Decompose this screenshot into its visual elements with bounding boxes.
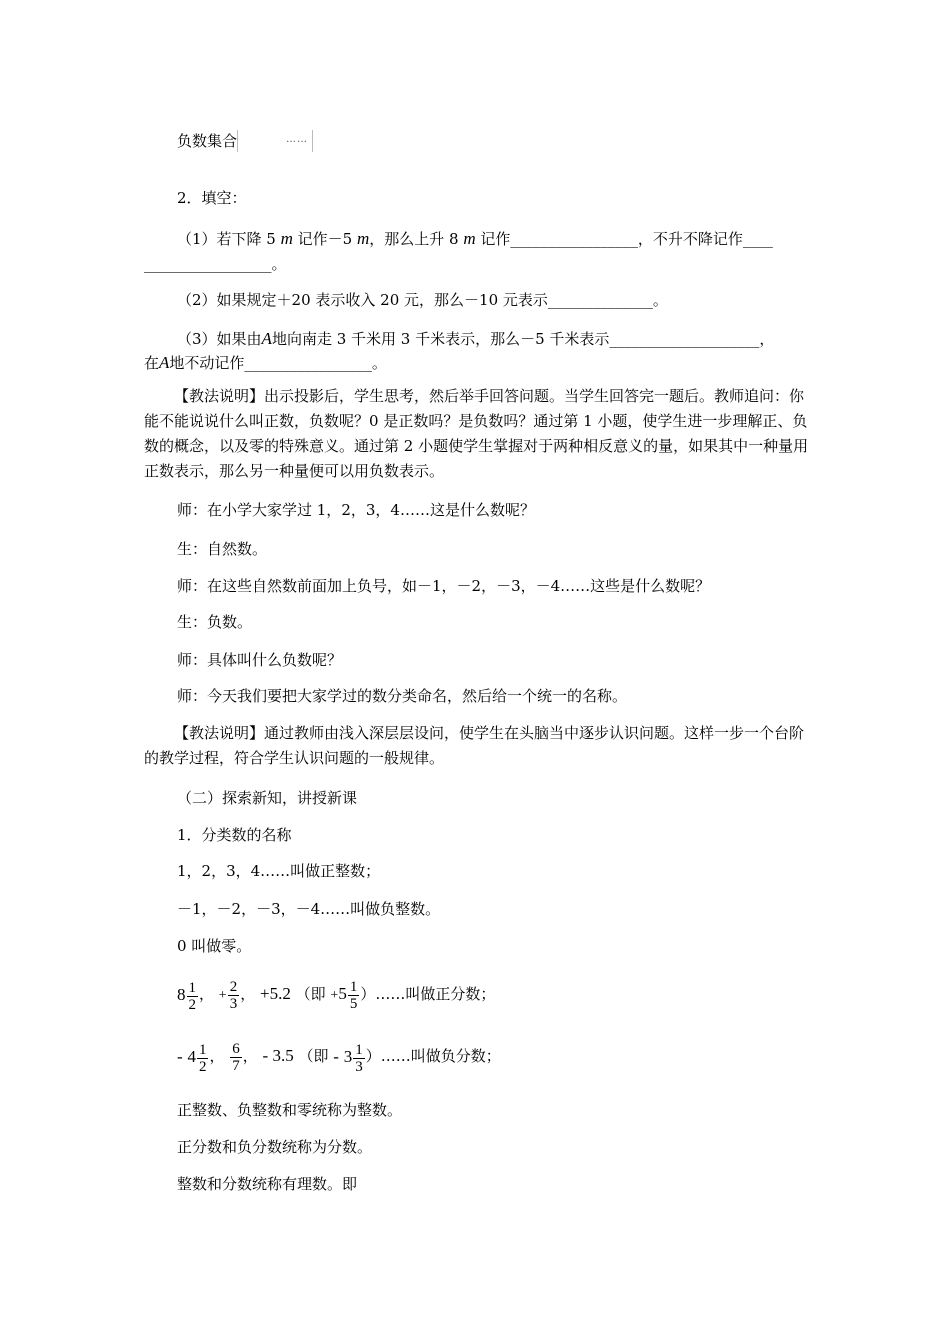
point-a-symbol: A xyxy=(159,353,170,372)
denominator: 5 xyxy=(349,995,358,1012)
q2-3-text-c: 在 xyxy=(144,354,160,372)
positive-fractions-line xyxy=(177,972,495,1016)
minus-sign: - xyxy=(177,1047,183,1066)
dialog-line-4: 生：负数。 xyxy=(177,613,253,631)
whole-part: 3 xyxy=(343,1047,353,1066)
positive-integers-line: 1，2，3，4……叫做正整数； xyxy=(177,862,381,880)
positive-fractions-tail: ）……叫做正分数； xyxy=(360,985,496,1003)
numerator: 1 xyxy=(349,978,358,995)
numerator: 2 xyxy=(229,978,238,995)
q2-3-text-d: 地不动记作_________________。 xyxy=(169,354,387,372)
negative-set-ellipsis: …… xyxy=(286,134,309,145)
negative-fractions-tail: ）……叫做负分数； xyxy=(365,1047,501,1065)
paren-open: （即 xyxy=(295,985,326,1003)
teaching-note-1: 【教法说明】出示投影后，学生思考，然后举手回答问题。当学生回答完一题后。教师追问：你能不能说说什么叫正数，负数呢？0 是正数吗？是负数吗？通过第 1 小题，使学生进一步理解正、负数的概念，以及零的特殊意义。通过第 2 小题使学生掌握对于两种相反意义的量，如果其中一种量用正数表示，那么另一种量便可以用负数表示。 xyxy=(144,387,809,480)
fraction xyxy=(230,1041,242,1074)
mixed-fraction xyxy=(177,1035,209,1079)
separator: ， xyxy=(242,1047,258,1065)
mixed-fraction xyxy=(330,972,360,1018)
plus-sign: + xyxy=(330,988,339,1003)
q2-3-text-b: 地向南走 3 千米用 3 千米表示，那么－5 千米表示____________________， xyxy=(271,330,775,348)
fraction xyxy=(348,979,360,1012)
numerator: 1 xyxy=(355,1041,363,1058)
question-2-title: 2．填空： xyxy=(177,189,247,207)
separator: ， xyxy=(209,1047,225,1065)
negative-set-box xyxy=(237,130,313,152)
rationals-definition: 整数和分数统称有理数。即 xyxy=(177,1175,358,1193)
dialog-line-1: 师：在小学大家学过 1，2，3，4……这是什么数呢？ xyxy=(177,501,535,519)
denominator: 3 xyxy=(355,1058,363,1075)
whole-part: 8 xyxy=(177,985,186,1004)
question-2-2: （2）如果规定＋20 表示收入 20 元，那么－10 元表示______________。 xyxy=(177,291,668,309)
teaching-note-2: 【教法说明】通过教师由浅入深层层设问，使学生在头脑当中逐步认识问题。这样一步一个台阶的教学过程，符合学生认识问题的一般规律。 xyxy=(144,724,805,767)
question-2-3-line1 xyxy=(177,329,774,349)
minus-sign: - xyxy=(333,1047,339,1066)
negative-set-line xyxy=(177,130,313,152)
unit-m-symbol: m xyxy=(280,229,293,248)
denominator: 7 xyxy=(232,1057,240,1074)
point-a-symbol: A xyxy=(261,329,272,348)
fraction xyxy=(353,1042,365,1075)
negative-set-label: 负数集合 xyxy=(177,132,238,150)
dialog-line-3: 师：在这些自然数前面加上负号，如－1，－2，－3，－4……这些是什么数呢？ xyxy=(177,577,711,595)
question-2-3-line2 xyxy=(144,353,387,373)
denominator: 2 xyxy=(188,996,196,1013)
unit-m-symbol: m xyxy=(463,229,476,248)
separator: ， xyxy=(240,985,256,1003)
dialog-line-5: 师：具体叫什么负数呢？ xyxy=(177,651,343,669)
mixed-fraction xyxy=(333,1035,365,1079)
whole-part: 5 xyxy=(338,984,347,1003)
q2-1-text-d: 记作_________________，不升不降记作____ xyxy=(475,230,773,248)
section-heading: （二）探索新知，讲授新课 xyxy=(177,789,358,807)
q2-1-text-a: （1）若下降 5 xyxy=(177,230,281,248)
q2-3-text-a: （3）如果由 xyxy=(177,330,262,348)
decimal-value: +5.2 xyxy=(260,984,291,1003)
whole-part: 4 xyxy=(187,1047,196,1066)
mixed-fraction xyxy=(177,973,199,1017)
numerator: 6 xyxy=(232,1040,240,1057)
question-2-1-line2: _________________。 xyxy=(144,255,287,273)
integers-definition: 正整数、负整数和零统称为整数。 xyxy=(177,1101,403,1119)
negative-integers-line: －1，－2，－3，－4……叫做负整数。 xyxy=(177,900,441,918)
numerator: 1 xyxy=(188,979,196,996)
q2-1-text-b: 记作－5 xyxy=(292,230,357,248)
dialog-line-6: 师：今天我们要把大家学过的数分类命名，然后给一个统一的名称。 xyxy=(177,687,628,705)
separator: ， xyxy=(199,985,215,1003)
numerator: 1 xyxy=(198,1041,207,1058)
unit-m-symbol: m xyxy=(357,229,370,248)
fraction xyxy=(228,979,240,1012)
fractions-definition: 正分数和负分数统称为分数。 xyxy=(177,1138,373,1156)
subsection-heading: 1．分类数的名称 xyxy=(177,826,292,844)
negative-fractions-line xyxy=(177,1034,501,1078)
question-2-1-line1 xyxy=(177,229,773,249)
decimal-value: - 3.5 xyxy=(262,1046,294,1065)
paren-open: （即 xyxy=(298,1047,329,1065)
fraction xyxy=(187,980,199,1013)
dialog-line-2: 生：自然数。 xyxy=(177,540,268,558)
fraction xyxy=(197,1042,209,1075)
q2-1-text-c: ，那么上升 8 xyxy=(369,230,464,248)
zero-line: 0 叫做零。 xyxy=(177,937,252,955)
denominator: 2 xyxy=(198,1058,207,1075)
denominator: 3 xyxy=(229,995,238,1012)
plus-sign: + xyxy=(218,988,227,1003)
